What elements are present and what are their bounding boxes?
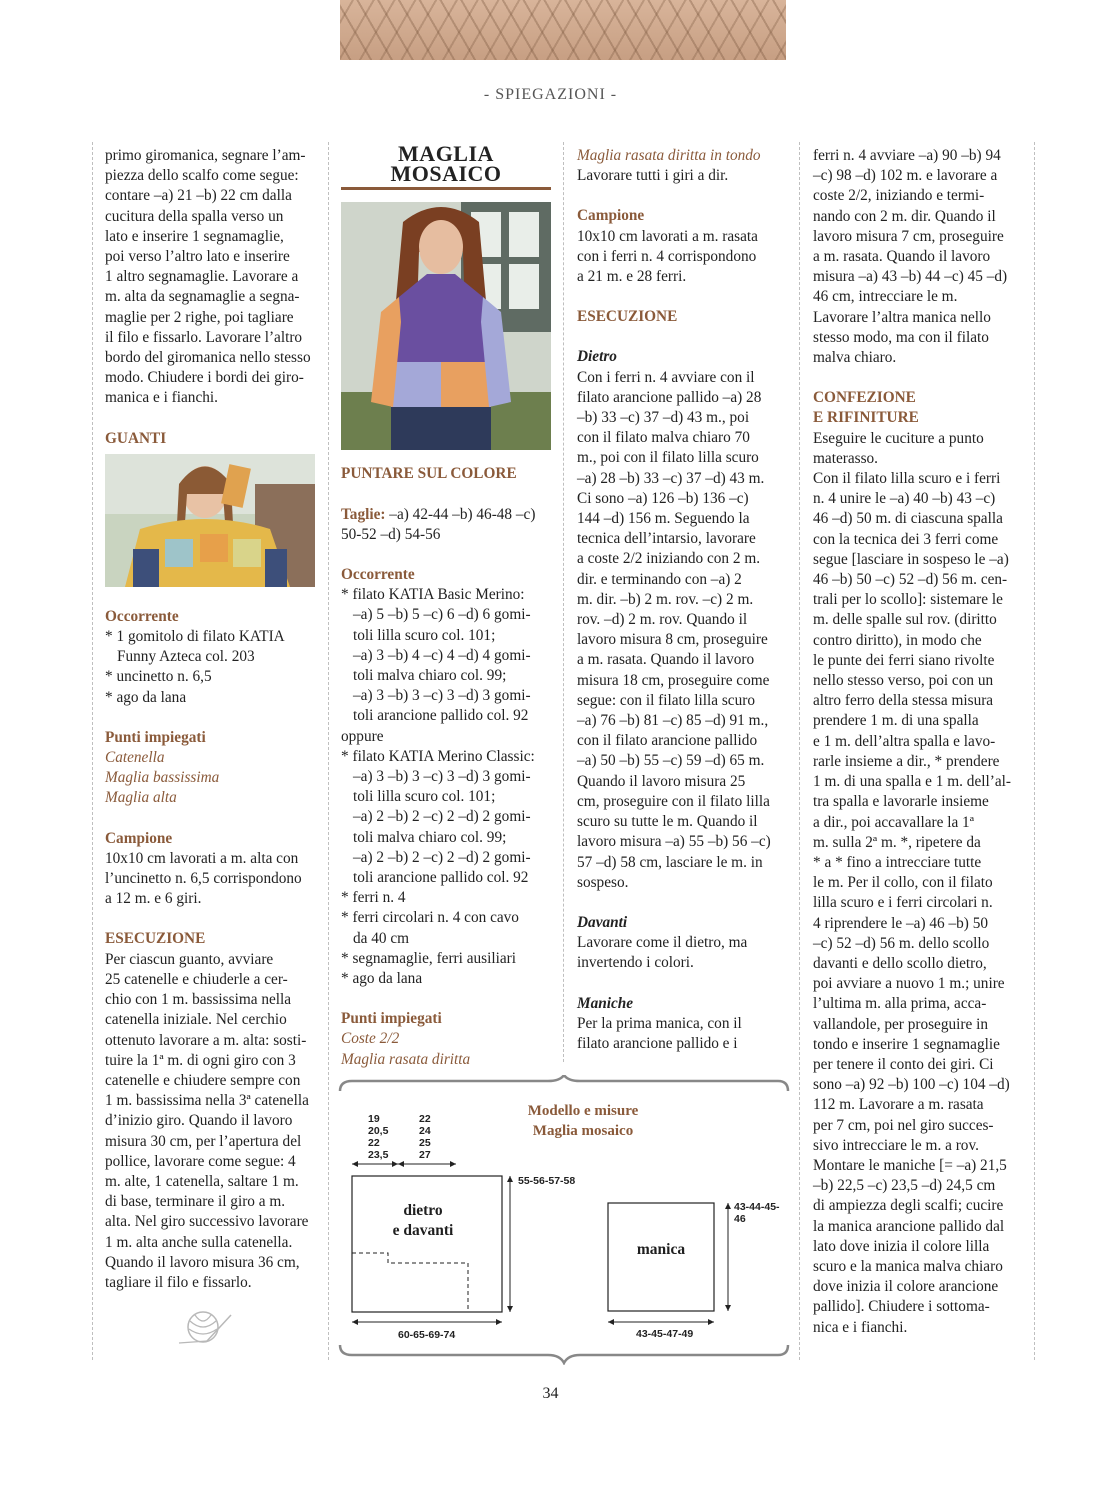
text-line: a coste 2/2 iniziando con 2 m. (577, 550, 761, 568)
confezione-heading: CONFEZIONE (813, 389, 916, 407)
materials-item: * ferri n. 4 (341, 889, 406, 907)
text-line: l’uncinetto n. 6,5 corrispondono (105, 870, 302, 888)
section-label: - SPIEGAZIONI - (483, 86, 618, 103)
materials-item: –a) 3 –b) 4 –c) 4 –d) 4 gomi- (353, 646, 531, 664)
text-line: –c) 52 –d) 56 m. dello scollo (813, 934, 990, 952)
sweater-photo (341, 202, 551, 450)
schematic-subtitle: Maglia mosaico (532, 1123, 634, 1139)
body-label-line2: e davanti (392, 1222, 454, 1239)
stitch-item: Catenella (105, 749, 165, 767)
text-line: alta. Nel giro successivo lavorare (105, 1213, 309, 1231)
text-line: bordo del giromanica nello stesso (105, 349, 311, 367)
text-line: m., poi con il filato lilla scuro (577, 449, 759, 467)
text-line: per tenere il conto dei giri. Ci (813, 1055, 994, 1073)
materials-item: toli malva chiaro col. 99; (353, 667, 507, 685)
text-line: malva chiaro. (813, 349, 897, 367)
text-line: 25 catenelle e chiuderle a cer- (105, 970, 288, 988)
text-line: * a * fino a intrecciare tutte (813, 853, 982, 871)
stitch-item: Maglia bassissima (105, 769, 220, 787)
text-line: nica e i fianchi. (813, 1318, 908, 1336)
text-line: nello stesso verso, poi con un (813, 672, 994, 690)
occorrente-heading: Occorrente (341, 566, 415, 584)
pattern-title: MAGLIA MOSAICO (341, 144, 551, 190)
punti-heading: Punti impiegati (105, 728, 206, 746)
text-line: sospeso. (577, 873, 629, 891)
text-line: filato arancione pallido e i (577, 1034, 738, 1052)
text-line: pallido]. Chiudere i sottoma- (813, 1298, 990, 1316)
guanti-heading: GUANTI (105, 429, 167, 447)
sleeve-height-label: 43-44-45-46 (734, 1201, 780, 1225)
text-line: m. delle spalle sul rov. (diritto (813, 611, 997, 629)
text-line: Lavorare come il dietro, ma (577, 934, 748, 952)
esecuzione-heading: ESECUZIONE (577, 308, 678, 326)
text-line: dove inizia il colore arancione (813, 1278, 999, 1296)
text-line: 112 m. Lavorare a m. rasata (813, 1096, 984, 1114)
text-line: segue [lasciare in sospeso le –a) (813, 550, 1009, 568)
text-line: ottenuto lavorare a m. alta: sosti- (105, 1031, 307, 1049)
text-line: l’ultima m. alla prima, acca- (813, 995, 987, 1013)
text-line: tondo e inserire 1 segnamaglie (813, 1035, 1000, 1053)
text-line: con la tecnica dei 3 ferri come (813, 530, 999, 548)
text-line: –a) 76 –b) 81 –c) 85 –d) 91 m., (577, 712, 769, 730)
text-line: coste 2/2, iniziando e termi- (813, 187, 985, 205)
davanti-text (577, 933, 787, 973)
maniche-text (577, 1014, 787, 1054)
column-divider (563, 142, 564, 1062)
text-line: m. alte, 1 catenella, saltare 1 m. (105, 1172, 299, 1190)
materials-item: –a) 3 –b) 3 –c) 3 –d) 3 gomi- (353, 768, 531, 786)
armhole-width-labels: 19 20,5 22 23,5 (368, 1113, 389, 1161)
text-line: tecnica dell’intarsio, lavorare (577, 530, 756, 548)
campione-heading: Campione (577, 207, 645, 225)
text-line: con il filato malva chiaro 70 (577, 429, 750, 447)
text-line: di base, terminare il giro a m. (105, 1193, 286, 1211)
text-line: Per ciascun guanto, avviare (105, 950, 274, 968)
sizes-text: –a) 42-44 –b) 46-48 –c) (385, 505, 536, 523)
column-divider (1034, 142, 1035, 1360)
text-line: Per la prima manica, con il (577, 1014, 742, 1032)
punti-heading: Punti impiegati (341, 1010, 442, 1028)
text-line: segue: con il filato lilla scuro (577, 691, 755, 709)
text-line: cm, proseguire con il filato lilla (577, 792, 770, 810)
shoulder-width-labels: 22 24 25 27 (419, 1113, 431, 1161)
materials-item: * filato KATIA Basic Merino: (341, 586, 525, 604)
esecuzione-text (105, 950, 317, 1293)
text-line: invertendo i colori. (577, 954, 694, 972)
text-line: altro ferro della stessa misura (813, 692, 994, 710)
text-line: per 7 cm, poi nel giro succes- (813, 1116, 994, 1134)
materials-item: toli malva chiaro col. 99; (353, 828, 507, 846)
page-number: 34 (542, 1385, 559, 1402)
text-line: chio con 1 m. bassissima nella (105, 991, 292, 1009)
text-line: poi avviare a nuovo 1 m.; unire (813, 975, 1005, 993)
materials-item: * ago da lana (105, 688, 187, 706)
materials-item: * segnamaglie, ferri ausiliari (341, 949, 516, 967)
text-line: a dir., poi accavallare la 1ª (813, 813, 974, 831)
text-line: 10x10 cm lavorati a m. rasata (577, 227, 758, 245)
text-line: 46 cm, intrecciare le m. (813, 288, 958, 306)
text-line: e 1 m. dell’altra spalla e lavo- (813, 732, 996, 750)
text-line: 1 altro segnamaglie. Lavorare a (105, 268, 299, 286)
yarn-ball-icon (177, 1307, 317, 1353)
text-line: 1 m. bassissima nella 3ª catenella (105, 1092, 309, 1110)
text-line: –b) 22,5 –c) 23,5 –d) 24,5 cm (813, 1177, 996, 1195)
text-line: scuro e la manica malva chiaro (813, 1257, 1003, 1275)
materials-item: –a) 2 –b) 2 –c) 2 –d) 2 gomi- (353, 808, 531, 826)
text-line: n. 4 unire le –a) 40 –b) 43 –c) (813, 490, 996, 508)
column-4 (813, 146, 1025, 1338)
stitch-item: Maglia rasata diritta (341, 1050, 471, 1068)
body-width-label: 60-65-69-74 (398, 1329, 456, 1341)
materials-item: oppure (341, 727, 384, 745)
taglie-label: Taglie: (341, 505, 386, 523)
materials-item: toli arancione pallido col. 92 (353, 869, 529, 887)
dietro-heading: Dietro (577, 348, 617, 366)
materials-item: Funny Azteca col. 203 (117, 648, 255, 666)
materials-item: * ferri circolari n. 4 con cavo (341, 909, 519, 927)
text-line: maglie per 2 righe, poi tagliare (105, 308, 294, 326)
column-1 (105, 146, 317, 1353)
body-label: dietro (403, 1202, 443, 1219)
text-line: Con i ferri n. 4 avviare con il (577, 368, 755, 386)
text-line: prendere 1 m. di una spalla (813, 712, 979, 730)
materials-item: –a) 5 –b) 5 –c) 6 –d) 6 gomi- (353, 606, 531, 624)
text-line: a 21 m. e 28 ferri. (577, 268, 687, 286)
text-line: a m. rasata. Quando il lavoro (577, 651, 755, 669)
text-line: vallandole, per proseguire in (813, 1015, 989, 1033)
text-line: Lavorare l’altra manica nello (813, 308, 991, 326)
schematic-title: Modello e misure (527, 1103, 639, 1119)
text-line: –b) 33 –c) 37 –d) 43 m., poi (577, 409, 750, 427)
schematic-diagram (338, 1075, 790, 1365)
maniche-continued-text (813, 146, 1025, 368)
text-line: Ci sono –a) 126 –b) 136 –c) (577, 489, 749, 507)
text-line: –c) 98 –d) 102 m. e lavorare a (813, 167, 998, 185)
text-line: materasso. (813, 449, 878, 467)
column-3 (577, 146, 787, 1054)
text-line: lilla scuro e i ferri circolari n. (813, 894, 993, 912)
text-line: Eseguire le cuciture a punto (813, 429, 984, 447)
confezione-heading-line2: E RIFINITURE (813, 409, 919, 427)
text-line: m. sulla 2ª m. *, ripetere da (813, 833, 981, 851)
text-line: la manica arancione pallido dal (813, 1217, 1005, 1235)
text-line: Quando il lavoro misura 25 (577, 772, 746, 790)
esecuzione-heading: ESECUZIONE (105, 930, 206, 948)
text-line: 144 –d) 156 m. Seguendo la (577, 510, 750, 528)
text-line: il filo e fissarlo. Lavorare l’altro (105, 328, 303, 346)
text-line: m. alta da segnamaglie a segna- (105, 288, 300, 306)
text-line: 1 m. alta anche sulla catenella. (105, 1233, 293, 1251)
sleeve-label: manica (636, 1241, 686, 1258)
text-line: rarle insieme a dir., * prendere (813, 752, 1000, 770)
materials-item: –a) 3 –b) 3 –c) 3 –d) 3 gomi- (353, 687, 531, 705)
text-line: a m. rasata. Quando il lavoro (813, 248, 991, 266)
text-line: contare –a) 21 –b) 22 cm dalla (105, 187, 292, 205)
text-line: primo giromanica, segnare l’am- (105, 147, 306, 164)
text-line: cucitura della spalla verso un (105, 207, 284, 225)
text-line: con i ferri n. 4 corrispondono (577, 247, 757, 265)
text-line: Montare le maniche [= –a) 21,5 (813, 1156, 1007, 1174)
text-line: contro diritto), in modo che (813, 631, 982, 649)
text-line: Quando il lavoro misura 36 cm, (105, 1253, 300, 1271)
text-line: –a) 28 –b) 33 –c) 37 –d) 43 m. (577, 469, 765, 487)
text-line: filato arancione pallido –a) 28 (577, 388, 762, 406)
confezione-text (813, 429, 1025, 1338)
text-line: rov. –d) 2 m. rov. Quando il (577, 611, 748, 629)
text-line: 57 –d) 58 cm, lasciare le m. in (577, 853, 763, 871)
materials-item: * uncinetto n. 6,5 (105, 668, 212, 686)
text-line: m. dir. –b) 2 m. rov. –c) 2 m. (577, 590, 754, 608)
text-line: 46 –b) 50 –c) 52 –d) 56 m. cen- (813, 571, 1008, 589)
text-line: tagliare il filo e fissarlo. (105, 1273, 252, 1291)
body-height-label: 55-56-57-58 (518, 1175, 576, 1187)
text-line: catenelle e chiudere sempre con (105, 1071, 301, 1089)
sleeve-width-label: 43-45-47-49 (636, 1328, 694, 1340)
text-line: scuro su tutte le m. Quando il (577, 813, 758, 831)
column-divider (799, 142, 800, 1360)
dietro-text (577, 368, 787, 893)
column-divider (92, 142, 93, 1360)
text-line: 10x10 cm lavorati a m. alta con (105, 849, 299, 867)
campione-text (105, 849, 317, 910)
materials-item: da 40 cm (353, 929, 410, 947)
text-line: tuire la 1ª m. di ogni giro con 3 (105, 1051, 296, 1069)
text-line: lavoro misura 7 cm, proseguire (813, 227, 1004, 245)
text-line: –a) 50 –b) 55 –c) 59 –d) 65 m. (577, 752, 765, 770)
text-line: lavoro misura 8 cm, proseguire (577, 631, 768, 649)
col1-intro (105, 146, 317, 409)
text-line: catenella iniziale. Nel cerchio (105, 1011, 287, 1029)
text-line: le m. Per il collo, con il filato (813, 874, 993, 892)
stitch-item: Maglia rasata diritta in tondo (577, 147, 761, 164)
text-line: 4 riprendere le –a) 46 –b) 50 (813, 914, 988, 932)
text-line: nando con 2 m. dir. Quando il (813, 207, 996, 225)
materials-item: toli arancione pallido col. 92 (353, 707, 529, 725)
text-line: misura –a) 43 –b) 44 –c) 45 –d) (813, 268, 1008, 286)
text-line: sivo intrecciare le m. a rov. (813, 1136, 979, 1154)
text-line: misura 18 cm, proseguire come (577, 671, 770, 689)
materials-item: * filato KATIA Merino Classic: (341, 747, 535, 765)
text-line: stesso modo, ma con il filato (813, 328, 989, 346)
text-line: sono –a) 92 –b) 100 –c) 104 –d) (813, 1076, 1010, 1094)
materials-item: toli lilla scuro col. 101; (353, 788, 496, 806)
header-banner-image (340, 0, 786, 60)
text-line: modo. Chiudere i bordi dei giro- (105, 369, 304, 387)
text-line: di ampiezza degli scalfi; cucire (813, 1197, 1004, 1215)
guanti-photo (105, 454, 315, 587)
text-line: tra spalla e lavorarle insieme (813, 793, 989, 811)
text-line: Con il filato lilla scuro e i ferri (813, 470, 1001, 488)
occorrente-heading: Occorrente (105, 607, 179, 625)
text-line: lato e inserire 1 segnamaglie, (105, 227, 284, 245)
text-line: le punte dei ferri siano rivolte (813, 651, 995, 669)
text-line: pollice, lavorare come segue: 4 (105, 1152, 296, 1170)
stitch-description: Lavorare tutti i giri a dir. (577, 167, 729, 185)
text-line: piezza dello scalfo come segue: (105, 167, 299, 185)
column-2 (341, 141, 551, 1070)
stitch-item: Maglia alta (105, 789, 177, 807)
text-line: ferri n. 4 avviare –a) 90 –b) 94 (813, 147, 1001, 164)
column-divider (328, 142, 329, 1360)
materials-item: * 1 gomitolo di filato KATIA (105, 628, 285, 646)
stitch-item: Coste 2/2 (341, 1030, 400, 1048)
maniche-heading: Maniche (577, 994, 634, 1012)
text-line: manica e i fianchi. (105, 389, 218, 407)
davanti-heading: Davanti (577, 913, 628, 931)
text-line: misura 30 cm, per l’apertura del (105, 1132, 302, 1150)
text-line: dir. e terminando con –a) 2 (577, 570, 742, 588)
materials-item: * ago da lana (341, 970, 423, 988)
campione-text (577, 227, 787, 288)
text-line: lato dove inizia il colore lilla (813, 1237, 990, 1255)
materials-item: –a) 2 –b) 2 –c) 2 –d) 2 gomi- (353, 848, 531, 866)
text-line: poi verso l’altro lato e inserire (105, 248, 290, 266)
text-line: a 12 m. e 6 giri. (105, 890, 202, 908)
text-line: 1 m. di una spalla e 1 m. dell’al- (813, 773, 1011, 791)
text-line: davanti e dello scollo dietro, (813, 954, 987, 972)
text-line: d’inizio giro. Quando il lavoro (105, 1112, 293, 1130)
text-line: con il filato arancione pallido (577, 732, 758, 750)
text-line: lavoro misura –a) 55 –b) 56 –c) (577, 833, 771, 851)
text-line: trali per lo scollo]: sistemare le (813, 591, 1003, 609)
puntare-heading: PUNTARE SUL COLORE (341, 465, 517, 483)
text-line: 46 –d) 50 m. di ciascuna spalla (813, 510, 1003, 528)
campione-heading: Campione (105, 829, 173, 847)
sizes-text: 50-52 –d) 54-56 (341, 525, 441, 543)
materials-item: toli lilla scuro col. 101; (353, 626, 496, 644)
